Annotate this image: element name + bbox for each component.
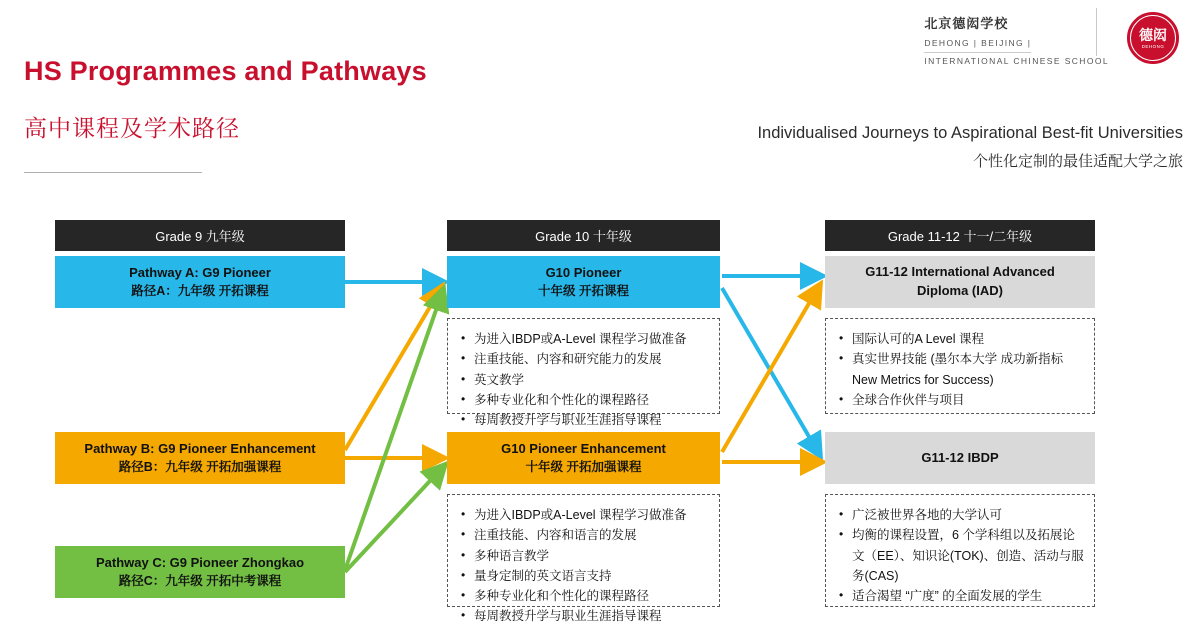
detail-ibdp [825,494,1095,607]
detail-item: • 均衡的课程设置，6 个学科组以及拓展论文（EE）、知识论(TOK)、创造、活动与服务(CAS) [852,525,1086,586]
detail-iad [825,318,1095,414]
node-g10-pioneer-line2: 十年级 开拓课程 [538,284,629,299]
detail-item: • 国际认可的A Level 课程 [852,329,1086,349]
node-g10-pioneer-enhancement[interactable] [447,432,720,484]
node-g10-pioneer-enhancement-line2: 十年级 开拓加强课程 [525,460,642,475]
detail-item: • 真实世界技能 (墨尔本大学 成功新指标 New Metrics for Success) [852,349,1086,390]
detail-item: • 广泛被世界各地的大学认可 [852,505,1086,525]
detail-item: • 为进入IBDP或A-Level 课程学习做准备 [474,329,711,349]
node-ibdp[interactable] [825,432,1095,484]
node-g10-pioneer-enhancement-line1: G10 Pioneer Enhancement [501,440,666,456]
node-iad-line2: Diploma (IAD) [917,283,1003,298]
detail-item: • 适合渴望 “广度” 的全面发展的学生 [852,586,1086,606]
detail-g10-pioneer-enhancement-list [452,505,711,627]
detail-item: • 英文教学 [474,370,711,390]
detail-g10-pioneer-list [452,329,711,430]
school-name-en-line2: INTERNATIONAL CHINESE SCHOOL [924,56,1109,67]
node-pathway-b[interactable] [55,432,345,484]
node-g10-pioneer[interactable] [447,256,720,308]
node-pathway-c-line2: 路径C：九年级 开拓中考课程 [118,574,282,589]
node-iad-line1: G11-12 International Advanced [865,264,1055,280]
detail-g10-pioneer-enhancement [447,494,720,624]
node-pathway-a-line1: Pathway A: G9 Pioneer [129,264,271,280]
school-name-cn: 北京德闳学校 [924,16,1009,31]
detail-item: • 量身定制的英文语言支持 [474,566,711,586]
detail-item: • 为进入IBDP或A-Level 课程学习做准备 [474,505,711,525]
detail-item: • 注重技能、内容和研究能力的发展 [474,349,711,369]
detail-item: • 全球合作伙伴与项目 [852,390,1086,410]
node-iad[interactable] [825,256,1095,308]
school-logo-en: DEHONG [1141,43,1165,49]
detail-item: • 每周教授升学与职业生涯指导课程 [474,606,711,626]
detail-g10-pioneer [447,318,720,427]
detail-item: • 多种专业化和个性化的课程路径 [474,586,711,606]
node-g10-pioneer-line1: G10 Pioneer [545,264,622,280]
detail-iad-list [830,329,1086,410]
column-header-grade11-12: Grade 11-12 十一/二年级 [825,220,1095,251]
detail-item: • 注重技能、内容和语言的发展 [474,525,711,545]
subtitle-cn: 个性化定制的最佳适配大学之旅 [972,153,1183,170]
subtitle-en: Individualised Journeys to Aspirational Best-fit Universities [757,124,1183,142]
node-pathway-b-line1: Pathway B: G9 Pioneer Enhancement [84,440,316,456]
node-pathway-c-line1: Pathway C: G9 Pioneer Zhongkao [95,554,305,570]
column-header-grade10: Grade 10 十年级 [447,220,720,251]
node-pathway-b-line2: 路径B：九年级 开拓加强课程 [118,460,282,475]
page-title-cn: 高中课程及学术路径 [24,115,240,141]
detail-item: • 每周教授升学与职业生涯指导课程 [474,410,711,430]
column-header-grade9: Grade 9 九年级 [55,220,345,251]
page-title-en: HS Programmes and Pathways [24,56,427,86]
school-logo-cn: 德闳 [1139,26,1167,43]
detail-ibdp-list [830,505,1086,606]
school-name-en-line1: DEHONG | BEIJING | [924,37,1031,54]
node-pathway-c[interactable] [55,546,345,598]
node-pathway-a-line2: 路径A：九年级 开拓课程 [131,284,269,299]
detail-item: • 多种语言教学 [474,546,711,566]
node-ibdp-line1: G11-12 IBDP [921,449,999,465]
node-pathway-a[interactable] [55,256,345,308]
detail-item: • 多种专业化和个性化的课程路径 [474,390,711,410]
